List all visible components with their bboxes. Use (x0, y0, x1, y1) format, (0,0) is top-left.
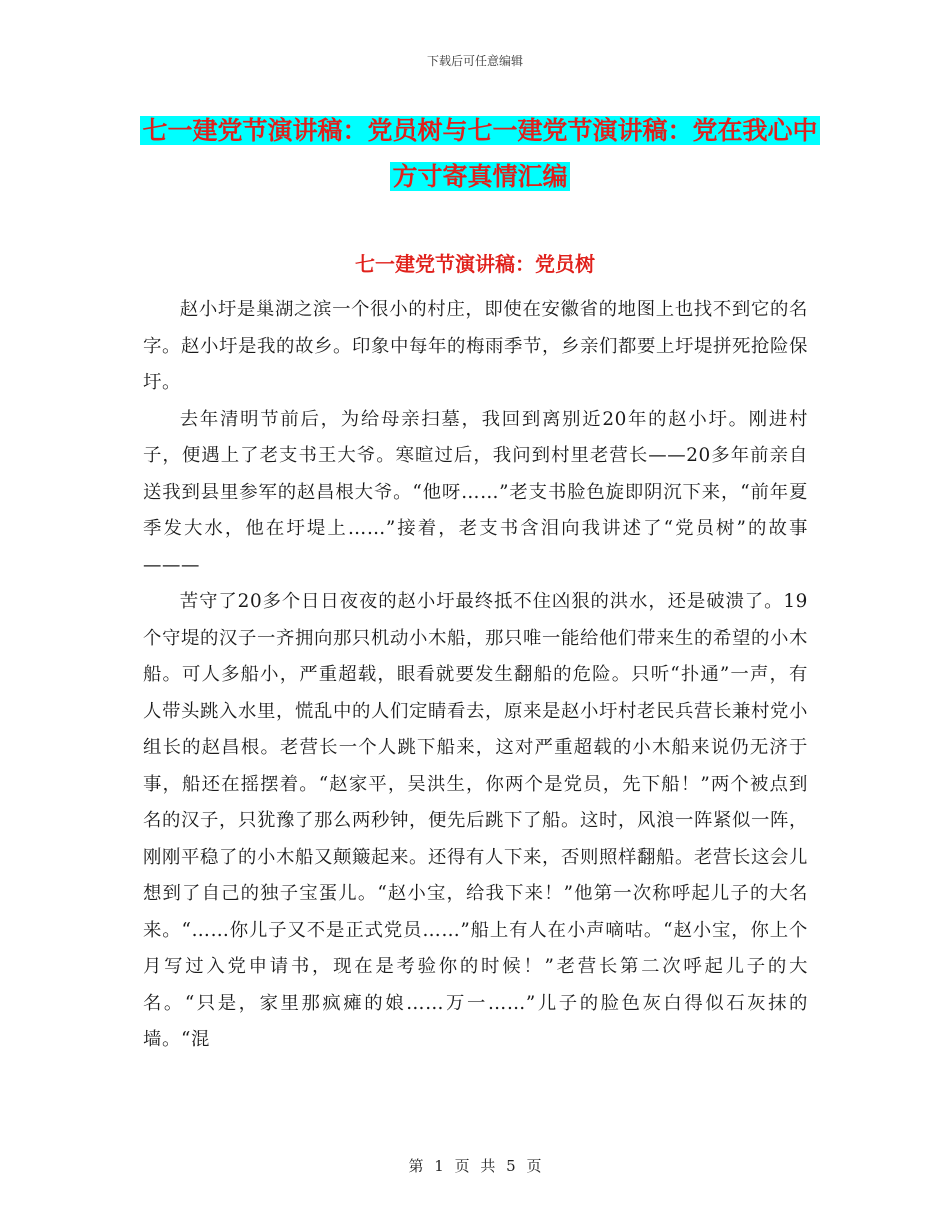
header-note: 下载后可任意编辑 (426, 54, 523, 68)
article-body (143, 292, 808, 1059)
paragraph-2: 去年清明节前后，为给母亲扫墓，我回到离别近20年的赵小圩。刚进村子，便遇上了老支书王大爷。寒暄过后，我问到村里老营长——20多年前亲自送我到县里参军的赵昌根大爷。“他呀……”老支书脸色旋即阴沉下来，“前年夏季发大水，他在圩堤上……”接着，老支书含泪向我讲述了“党员树”的故事——— (143, 408, 808, 576)
page-footer: 第 1 页 共 5 页 (408, 1157, 542, 1175)
paragraph-1: 赵小圩是巢湖之滨一个很小的村庄，即使在安徽省的地图上也找不到它的名字。赵小圩是我的故乡。印象中每年的梅雨季节，乡亲们都要上圩堤拼死抢险保圩。 (143, 299, 808, 393)
paragraph-3: 苦守了20多个日日夜夜的赵小圩最终抵不住凶狠的洪水，还是破溃了。19个守堤的汉子一齐拥向那只机动小木船，那只唯一能给他们带来生的希望的小木船。可人多船小，严重超载，眼看就要发生翻船的危险。只听“扑通”一声，有人带头跳入水里，慌乱中的人们定睛看去，原来是赵小圩村老民兵营长兼村党小组长的赵昌根。老营长一个人跳下船来，这对严重超载的小木船来说仍无济于事，船还在摇摆着。“赵家平，吴洪生，你两个是党员，先下船！”两个被点到名的汉子，只犹豫了那么两秒钟，便先后跳下了船。这时，风浪一阵紧似一阵，刚刚平稳了的小木船又颠簸起来。还得有人下来，否则照样翻船。老营长这会儿想到了自己的独子宝蛋儿。“赵小宝，给我下来！”他第一次称呼起儿子的大名来。“……你儿子又不是正式党员……”船上有人在小声嘀咕。“赵小宝，你上个月写过入党申请书，现在是考验你的时候！”老营长第二次呼起儿子的大名。“只是，家里那疯瘫的娘……万一……”儿子的脸色灰白得似石灰抹的墙。“混 (143, 591, 808, 1050)
document-title (140, 108, 820, 200)
document-title-text: 七一建党节演讲稿：党员树与七一建党节演讲稿：党在我心中 方寸寄真情汇编 (142, 116, 818, 191)
section-title: 七一建党节演讲稿：党员树 (355, 252, 595, 276)
